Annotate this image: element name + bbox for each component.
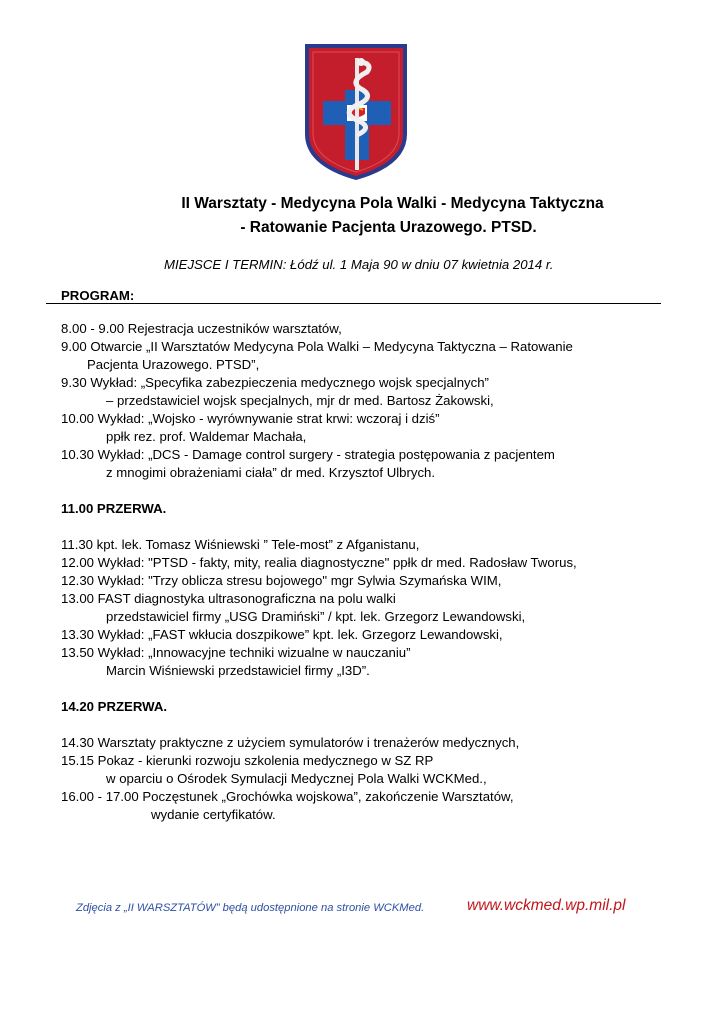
agenda-line: – przedstawiciel wojsk specjalnych, mjr dr med. Bartosz Żakowski, — [106, 393, 494, 408]
agenda — [61, 320, 681, 824]
military-medical-shield-icon — [303, 42, 409, 182]
agenda-line: 10.30 Wykład: „DCS - Damage control surgery - strategia postępowania z pacjentem — [61, 447, 555, 462]
agenda-line: 10.00 Wykład: „Wojsko - wyrównywanie strat krwi: wczoraj i dziś” — [61, 411, 440, 426]
agenda-line: Pacjenta Urazowego. PTSD”, — [87, 357, 260, 372]
program-underline — [46, 303, 661, 304]
agenda-line: 13.00 FAST diagnostyka ultrasonograficzna na polu walki — [61, 591, 396, 606]
website-link[interactable]: www.wckmed.wp.mil.pl — [467, 897, 626, 914]
agenda-line: 8.00 - 9.00 Rejestracja uczestników warsztatów, — [61, 321, 342, 336]
agenda-line: 13.50 Wykład: „Innowacyjne techniki wizualne w nauczaniu” — [61, 645, 411, 660]
agenda-line: 15.15 Pokaz - kierunki rozwoju szkolenia medycznego w SZ RP — [61, 753, 434, 768]
document-title-line-2: - Ratowanie Pacjenta Urazowego. PTSD. — [240, 219, 537, 236]
agenda-line: 16.00 - 17.00 Poczęstunek „Grochówka wojskowa”, zakończenie Warsztatów, — [61, 789, 514, 804]
agenda-line: w oparciu o Ośrodek Symulacji Medycznej Pola Walki WCKMed., — [106, 771, 487, 786]
program-label: PROGRAM: — [61, 288, 135, 303]
photos-note: Zdjęcia z „II WARSZTATÓW” będą udostępnione na stronie WCKMed. — [76, 902, 425, 914]
agenda-line: 9.00 Otwarcie „II Warsztatów Medycyna Pola Walki – Medycyna Taktyczna – Ratowanie — [61, 339, 573, 354]
venue-and-date: MIEJSCE I TERMIN: Łódź ul. 1 Maja 90 w dniu 07 kwietnia 2014 r. — [164, 257, 554, 272]
agenda-line: 11.30 kpt. lek. Tomasz Wiśniewski ” Tele-most” z Afganistanu, — [61, 537, 420, 552]
agenda-line: przedstawiciel firmy „USG Dramiński” / kpt. lek. Grzegorz Lewandowski, — [106, 609, 526, 624]
agenda-line: Marcin Wiśniewski przedstawiciel firmy „I3D”. — [106, 663, 370, 678]
document-title-line-1: II Warsztaty - Medycyna Pola Walki - Medycyna Taktyczna — [181, 195, 604, 212]
break-heading: 14.20 PRZERWA. — [61, 699, 168, 714]
agenda-line: z mnogimi obrażeniami ciała” dr med. Krzysztof Ulbrych. — [106, 465, 436, 480]
agenda-line: 12.30 Wykład: "Trzy oblicza stresu bojowego" mgr Sylwia Szymańska WIM, — [61, 573, 502, 588]
agenda-line: 12.00 Wykład: "PTSD - fakty, mity, realia diagnostyczne" ppłk dr med. Radosław Tworus, — [61, 555, 577, 570]
break-heading: 11.00 PRZERWA. — [61, 501, 167, 516]
agenda-line: ppłk rez. prof. Waldemar Machała, — [106, 429, 307, 444]
agenda-line: wydanie certyfikatów. — [151, 807, 276, 822]
agenda-line: 13.30 Wykład: „FAST wkłucia doszpikowe” kpt. lek. Grzegorz Lewandowski, — [61, 627, 503, 642]
agenda-line: 9.30 Wykład: „Specyfika zabezpieczenia medycznego wojsk specjalnych” — [61, 375, 489, 390]
agenda-line: 14.30 Warsztaty praktyczne z użyciem symulatorów i trenażerów medycznych, — [61, 735, 520, 750]
